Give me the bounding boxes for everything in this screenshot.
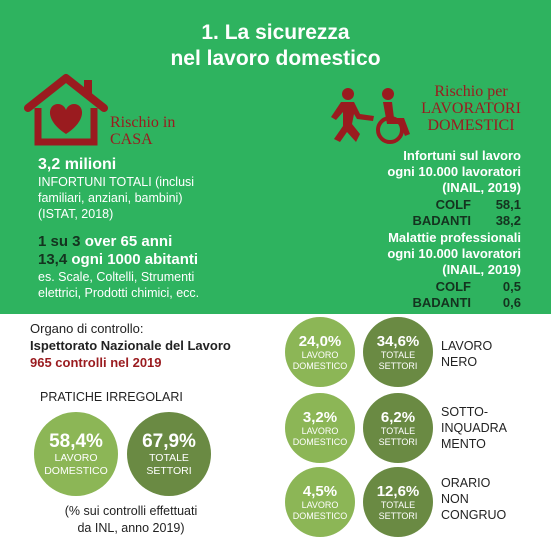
pratiche-irregolari-label: PRATICHE IRREGOLARI [40, 390, 183, 404]
infortuni-lavoro-heading: Infortuni sul lavoro ogni 10.000 lavoratori (INAIL, 2019) [387, 148, 521, 195]
per1000-stat: 13,4 ogni 1000 abitanti [38, 251, 199, 268]
lavoro-nero-label: LAVORO NERO [441, 339, 493, 369]
lavoro-nero-domestico-circle: 24,0% LAVORO DOMESTICO [285, 317, 355, 387]
malattie-heading: Malattie professionali ogni 10.000 lavoratori (INAIL, 2019) [387, 230, 521, 277]
malattie-badanti-row: BADANTI 0,6 [412, 295, 521, 310]
orario-domestico-circle: 4,5% LAVORO DOMESTICO [285, 467, 355, 537]
pratiche-domestico-circle: 58,4% LAVORO DOMESTICO [34, 412, 118, 496]
workers-wheelchair-icon [326, 88, 412, 144]
rischio-lavoratori-label: Rischio per LAVORATORI DOMESTICI [421, 83, 521, 134]
pratiche-note: (% sui controlli effettuati da INL, anno 2019) [64, 504, 198, 535]
house-heart-icon [24, 72, 108, 146]
sottoinquadramento-domestico-circle: 3,2% LAVORO DOMESTICO [285, 393, 355, 463]
organo-controllo: Organo di controllo: Ispettorato Nazionale del Lavoro 965 controlli nel 2019 [30, 321, 231, 370]
infortuni-colf-row: COLF 58,1 [435, 197, 521, 212]
orario-totale-circle: 12,6% TOTALE SETTORI [363, 467, 433, 537]
sottoinquadramento-label: SOTTO- INQUADRA MENTO [441, 405, 507, 451]
page-title: 1. La sicurezza nel lavoro domestico [170, 21, 381, 70]
infortuni-totali-desc: INFORTUNI TOTALI (inclusi familiari, anziani, bambini) (ISTAT, 2018) [38, 175, 195, 221]
rischio-casa-label: Rischio in CASA [110, 114, 176, 148]
malattie-colf-row: COLF 0,5 [435, 279, 521, 294]
examples-text: es. Scale, Coltelli, Strumenti elettrici, Prodotti chimici, ecc. [38, 270, 200, 300]
over65-stat: 1 su 3 over 65 anni [38, 233, 173, 250]
infortuni-badanti-row: BADANTI 38,2 [412, 213, 521, 228]
lavoro-nero-totale-circle: 34,6% TOTALE SETTORI [363, 317, 433, 387]
infortuni-totali-value: 3,2 milioni [38, 156, 117, 173]
sottoinquadramento-totale-circle: 6,2% TOTALE SETTORI [363, 393, 433, 463]
orario-label: ORARIO NON CONGRUO [441, 476, 507, 522]
pratiche-totale-circle: 67,9% TOTALE SETTORI [127, 412, 211, 496]
